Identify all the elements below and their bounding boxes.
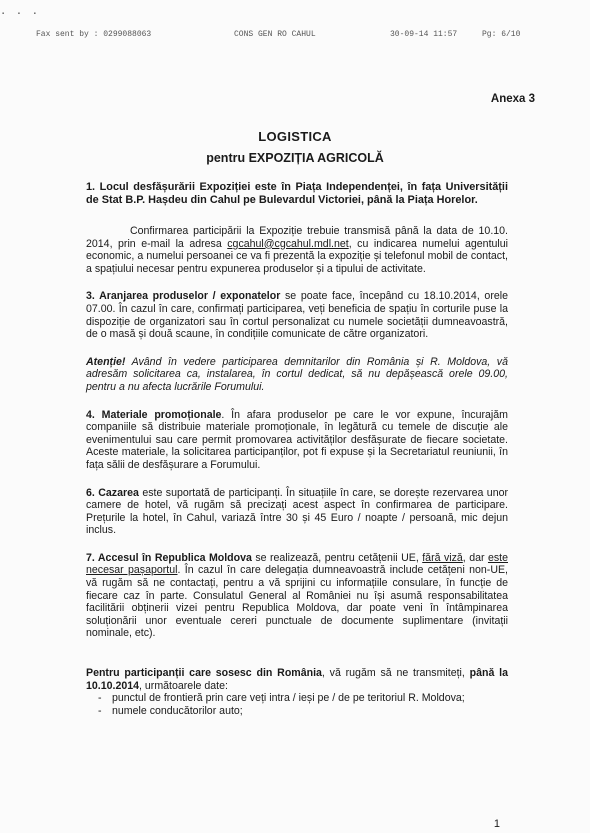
section7-text1: se realizează, pentru cetățenii UE, xyxy=(251,551,423,564)
section4-heading: 4. Materiale promoționale xyxy=(86,408,222,421)
confirm-text-end: , cu indicarea numelui agentului economic, a numelui persoanei ce va fi prezentă la expoziție și telefonul mobil de contact, a spațiului necesar pentru expunerea produselor și a tipului de activitate. xyxy=(86,237,509,275)
confirm-text: Confirmarea participării la Expoziție trebuie transmisă până la data de 10.10. 2014, prin e-mail la adresa xyxy=(86,225,508,250)
page-number: 1 xyxy=(493,818,500,830)
fax-header xyxy=(0,30,590,42)
fax-sender: Fax sent by : 0299088063 xyxy=(36,30,152,39)
section3-heading: 3. Aranjarea produselor / exponatelor xyxy=(86,290,281,303)
section7-text3: . În cazul în care delegația dumneavoastră include cetățeni non-UE, vă rugăm să ne contactați, pentru a vă sprijini cu informațiile consulare, în funcție de fiecare caz în parte. Consulatul General al României nu își asumă responsabilitatea facilitării obținerii vizei pentru Republica Moldova, dar poate veni în întâmpinarea soluționării unor eventuale cereri punctuale de documente suplimentare (invitații nominale, etc). xyxy=(86,564,508,640)
section3-text: se poate face, începând cu 18.10.2014, orele 07.00. În cazul în care, confirmați participarea, veți beneficia de spațiu în corturile puse la dispoziție de organizatori sau în cortul personalizat cu numele societății dumneavoastră, de o masă și două scaune, în condițiile comunicate de către organizatori. xyxy=(86,290,508,341)
section-accommodation xyxy=(86,487,508,537)
list-item: - numele conducătorilor auto; xyxy=(98,705,508,718)
fax-page: Pg: 6/10 xyxy=(482,30,521,39)
attention-label: Atenție! xyxy=(86,355,126,368)
section-access xyxy=(86,552,508,640)
section7-passport: este necesar pașaportul xyxy=(86,551,508,577)
contact-email-link[interactable]: cgcahul@cgcahul.mdl.net xyxy=(227,237,349,250)
annex-label: Anexa 3 xyxy=(490,93,535,105)
fax-datetime: 30-09-14 11:57 xyxy=(390,30,458,39)
section7-text2: , dar xyxy=(462,551,488,564)
romania-list xyxy=(86,692,508,717)
document-body xyxy=(86,181,508,717)
section4-text: . În afara produselor pe care le vor expune, încurajăm companiile să distribuie materiale promoționale, în legătură cu temele de discuție ale evenimentului sau care permit promovarea activităților desfășurate de fiecare societate. Aceste materiale, la solicitarea participanților, pot fi expuse și la Secretariatul reuniunii, în fața sălii de desfășurare a Forumului. xyxy=(86,408,508,471)
romania-heading: Pentru participanții care sosesc din România xyxy=(86,667,322,680)
document-title: LOGISTICA xyxy=(258,129,332,144)
section6-text: este suportată de participanți. În situațiile în care, se dorește rezervarea unor camere de hotel, vă rugăm să precizați acest aspect în confirmarea de participare. Prețurile la hotel, în Cahul, variază între 30 și 45 Euro / noapte / persoană, mic dejun inclus. xyxy=(86,486,509,537)
section-arrangement xyxy=(86,290,508,340)
fax-station: CONS GEN RO CAHUL xyxy=(234,30,316,39)
romania-deadline: până la 10.10.2014 xyxy=(86,667,508,692)
section-confirmation xyxy=(86,225,508,275)
section6-heading: 6. Cazarea xyxy=(86,486,139,499)
romania-text: , vă rugăm să ne transmiteți, xyxy=(321,667,470,680)
romania-after: , următoarele date: xyxy=(139,679,228,692)
section-romania xyxy=(86,667,508,692)
section7-visa: fără viză xyxy=(422,551,463,564)
section-promotional xyxy=(86,409,508,472)
list-item: - punctul de frontieră prin care veți intra / ieși pe / de pe teritoriul R. Moldova; xyxy=(98,692,508,705)
scan-specks: ▪ ▪ ▪ xyxy=(2,11,42,17)
section-attention xyxy=(86,356,508,394)
section7-heading: 7. Accesul în Republica Moldova xyxy=(86,551,252,564)
attention-text: Având în vedere participarea demnitarilor din România și R. Moldova, vă adresăm solicitarea ca, instalarea, în cortul dedicat, să nu depășească orele 09.00, pentru a nu afecta lucrările Forumului. xyxy=(86,355,508,393)
document-subtitle: pentru EXPOZIȚIA AGRICOLĂ xyxy=(206,151,384,165)
section-location: 1. Locul desfășurării Expoziției este în Piața Independenței, în fața Universității de Stat B.P. Hașdeu din Cahul pe Bulevardul Victoriei, până la Piața Horelor. xyxy=(86,181,508,206)
